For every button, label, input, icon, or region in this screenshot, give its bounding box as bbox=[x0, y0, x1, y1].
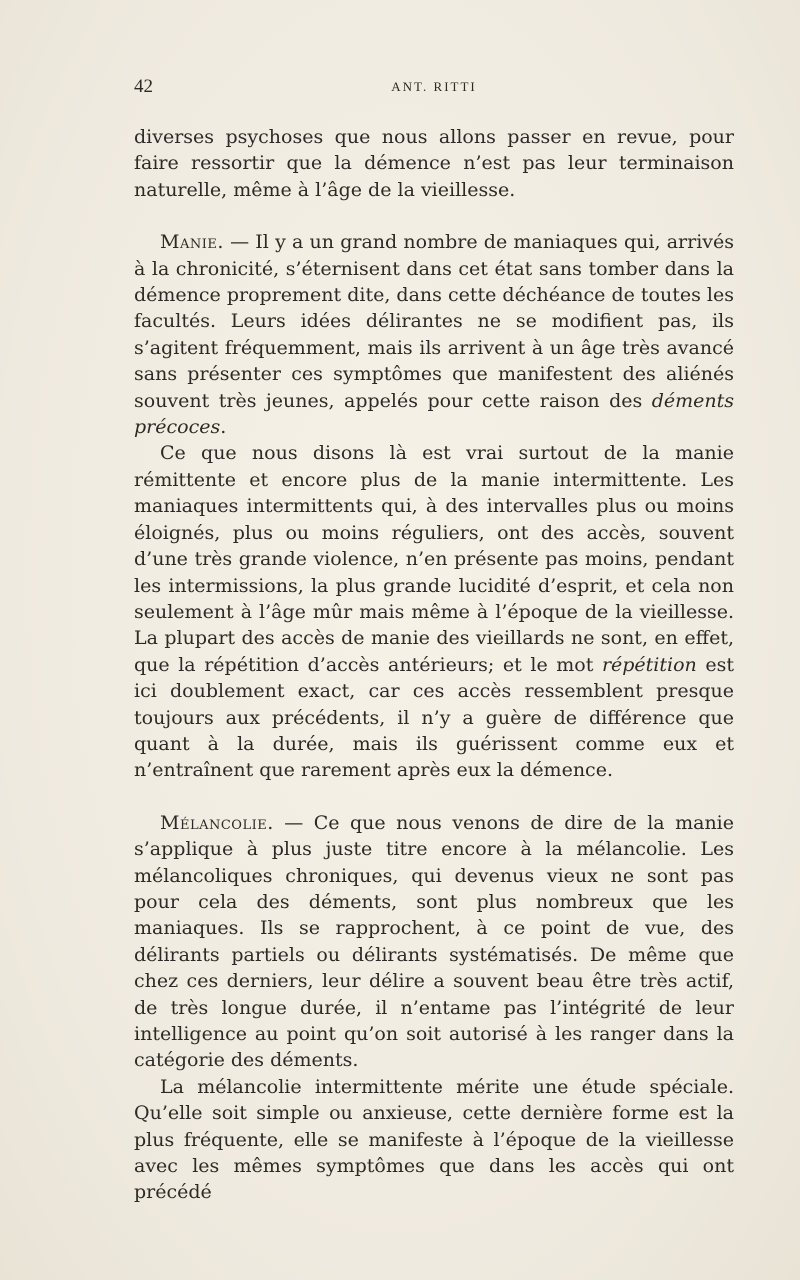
body-text bbox=[134, 124, 734, 1206]
italic-term-dements-precoces: déments précoces bbox=[134, 389, 734, 439]
page-header bbox=[134, 76, 734, 102]
paragraph-intermittente-text: Ce que nous disons là est vrai surtout de la manie rémittente et encore plus de la manie intermittente. Les maniaques intermittents qui, à des intervalles plus ou moins éloignés, plus ou moins réguliers, ont des accès, souvent d’une très grande violence, n’en présente pas moins, pendant les intermissions, la plus grande lucidité d’esprit, et cela non seulement à l’âge mûr mais même à l’époque de la vieillesse. La plupart des accès de manie des vieillards ne sont, en effet, que la répétition d’accès antérieurs; et le mot bbox=[134, 442, 734, 676]
section-heading-melancolie: Mélancolie. bbox=[160, 811, 274, 834]
paragraph-melancolie-intermittente: La mélancolie intermittente mérite une étude spéciale. Qu’elle soit simple ou anxieuse, cette dernière forme est la plus fréquente, elle se manifeste à l’époque de la vieillesse avec les mêmes symptômes que dans les accès qui ont précédé bbox=[134, 1075, 734, 1204]
running-head: ANT. RITTI bbox=[391, 79, 477, 94]
paragraph-intermittente-end: est ici doublement exact, car ces accès ressemblent presque toujours aux précédents, il n’y a guère de différence que quant à la durée, mais ils guérissent comme eux et n’entraînent que rarement après eux la démence. bbox=[134, 653, 734, 782]
section-heading-manie: Manie. bbox=[160, 231, 224, 254]
paragraph-manie-end: . bbox=[220, 416, 227, 439]
page-number: 42 bbox=[134, 76, 153, 97]
paragraph-intro: diverses psychoses que nous allons passer en revue, pour faire ressortir que la démence n’est pas leur terminaison naturelle, même à l’âge de la vieillesse. bbox=[134, 126, 734, 201]
italic-term-repetition: répétition bbox=[601, 653, 697, 676]
paragraph-melancolie bbox=[134, 810, 734, 1074]
paragraph-melancolie-text: — Ce que nous venons de dire de la manie s’applique à plus juste titre encore à la mélancolie. Les mélancoliques chroniques, qui devenus vieux ne sont pas pour cela des déments, sont plus nombreux que les maniaques. Ils se rapprochent, à ce point de vue, des délirants partiels ou délirants systématisés. De même que chez ces derniers, leur délire a souvent beau être très actif, de très longue durée, il n’entame pas l’intégrité de leur intelligence au point qu’on soit autorisé à les ranger dans la catégorie des déments. bbox=[134, 811, 734, 1072]
paragraph-manie-intermittente bbox=[134, 440, 734, 783]
paragraph-manie-text: — Il y a un grand nombre de maniaques qui, arrivés à la chronicité, s’éternisent dans cet état sans tomber dans la démence proprement dite, dans cette déchéance de toutes les facultés. Leurs idées délirantes ne se modifient pas, ils s’agitent fréquemment, mais ils arrivent à un âge très avancé sans présenter ces symptômes que manifestent des aliénés souvent très jeunes, appelés pour cette raison des bbox=[134, 231, 734, 412]
paragraph-manie bbox=[134, 229, 734, 440]
